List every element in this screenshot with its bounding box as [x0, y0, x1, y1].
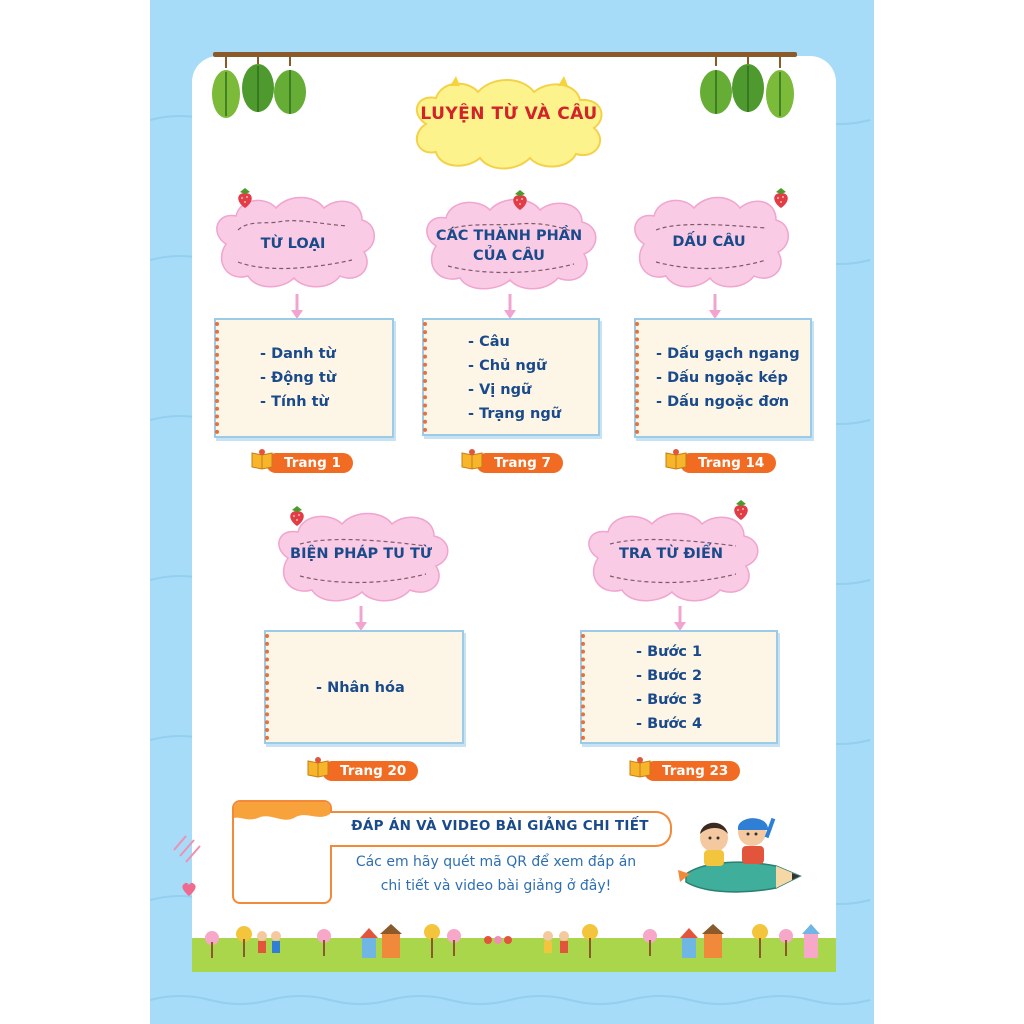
notebook-spiral: [581, 634, 590, 740]
strawberry-icon: [286, 504, 308, 528]
topic-heading-line: CÁC THÀNH PHẦN: [435, 228, 583, 244]
page-reference[interactable]: [460, 451, 570, 473]
topic-heading-line: CỦA CÂU: [473, 248, 545, 264]
book-icon: [460, 447, 484, 471]
qr-code-placeholder[interactable]: [232, 800, 332, 904]
list-item: - Bước 3: [636, 692, 703, 708]
strawberry-icon: [234, 186, 256, 210]
list-item: - Dấu gạch ngang: [656, 346, 800, 362]
book-icon: [664, 447, 688, 471]
topic-heading: [418, 226, 600, 266]
list-item: - Bước 1: [636, 644, 703, 660]
topic-item-list: [468, 330, 561, 426]
list-item: - Danh từ: [260, 346, 336, 362]
page-label: Trang 7: [476, 453, 563, 473]
title-cloud: [406, 74, 612, 174]
topic-heading: TỪ LOẠI: [260, 236, 326, 252]
topic-heading: BIỆN PHÁP TU TỪ: [290, 546, 432, 562]
notebook-spiral: [265, 634, 274, 740]
down-arrow-icon: [290, 294, 304, 320]
page-label: Trang 14: [680, 453, 776, 473]
answer-description-line: Các em hãy quét mã QR để xem đáp án: [355, 854, 637, 870]
topic-item-list: [636, 640, 702, 736]
answer-description-line: chi tiết và video bài giảng ở đây!: [380, 878, 612, 894]
down-arrow-icon: [503, 294, 517, 320]
list-item: - Dấu ngoặc kép: [656, 370, 788, 386]
strawberry-icon: [509, 188, 531, 212]
answer-description: [336, 850, 656, 898]
topic-item-list: [260, 342, 336, 414]
notebook-spiral: [215, 322, 224, 434]
strawberry-icon: [770, 186, 792, 210]
hanging-leaves-icon: [696, 54, 806, 120]
list-item: - Vị ngữ: [468, 382, 532, 398]
heart-icon: [180, 880, 198, 898]
page-label: Trang 20: [322, 761, 418, 781]
topic-content-box: [214, 318, 394, 438]
page-reference[interactable]: [306, 759, 426, 781]
down-arrow-icon: [354, 606, 368, 632]
list-item: - Nhân hóa: [316, 680, 405, 696]
topic-content-box: [422, 318, 600, 436]
page-label: Trang 23: [644, 761, 740, 781]
page-reference[interactable]: [628, 759, 748, 781]
notebook-spiral: [423, 322, 432, 432]
list-item: - Bước 4: [636, 716, 703, 732]
page-label: Trang 1: [266, 453, 353, 473]
notebook-spiral: [635, 322, 644, 434]
book-icon: [250, 447, 274, 471]
list-item: - Câu: [468, 334, 510, 350]
village-scene: [192, 912, 836, 968]
list-item: - Tính từ: [260, 394, 329, 410]
list-item: - Dấu ngoặc đơn: [656, 394, 790, 410]
page-reference[interactable]: [250, 451, 360, 473]
page-title: LUYỆN TỪ VÀ CÂU: [420, 104, 598, 124]
decorative-stripes: [170, 830, 210, 870]
strawberry-icon: [730, 498, 752, 522]
list-item: - Chủ ngữ: [468, 358, 547, 374]
topic-heading: DẤU CÂU: [672, 234, 746, 250]
topic-content-box: [634, 318, 812, 438]
book-icon: [628, 755, 652, 779]
hanging-leaves-icon: [206, 54, 316, 120]
down-arrow-icon: [673, 606, 687, 632]
list-item: - Động từ: [260, 370, 337, 386]
topic-content-box: [264, 630, 464, 744]
kids-on-pencil-illustration: [676, 804, 806, 904]
topic-heading: TRA TỪ ĐIỂN: [619, 546, 723, 562]
page-reference[interactable]: [664, 451, 784, 473]
topic-item-list: [656, 342, 800, 414]
list-item: - Trạng ngữ: [468, 406, 562, 422]
list-item: - Bước 2: [636, 668, 703, 684]
down-arrow-icon: [708, 294, 722, 320]
qr-frame-header: [234, 802, 330, 824]
topic-content-box: [580, 630, 778, 744]
answer-title: ĐÁP ÁN VÀ VIDEO BÀI GIẢNG CHI TIẾT: [351, 818, 649, 834]
topic-item-list: [316, 676, 405, 700]
book-icon: [306, 755, 330, 779]
